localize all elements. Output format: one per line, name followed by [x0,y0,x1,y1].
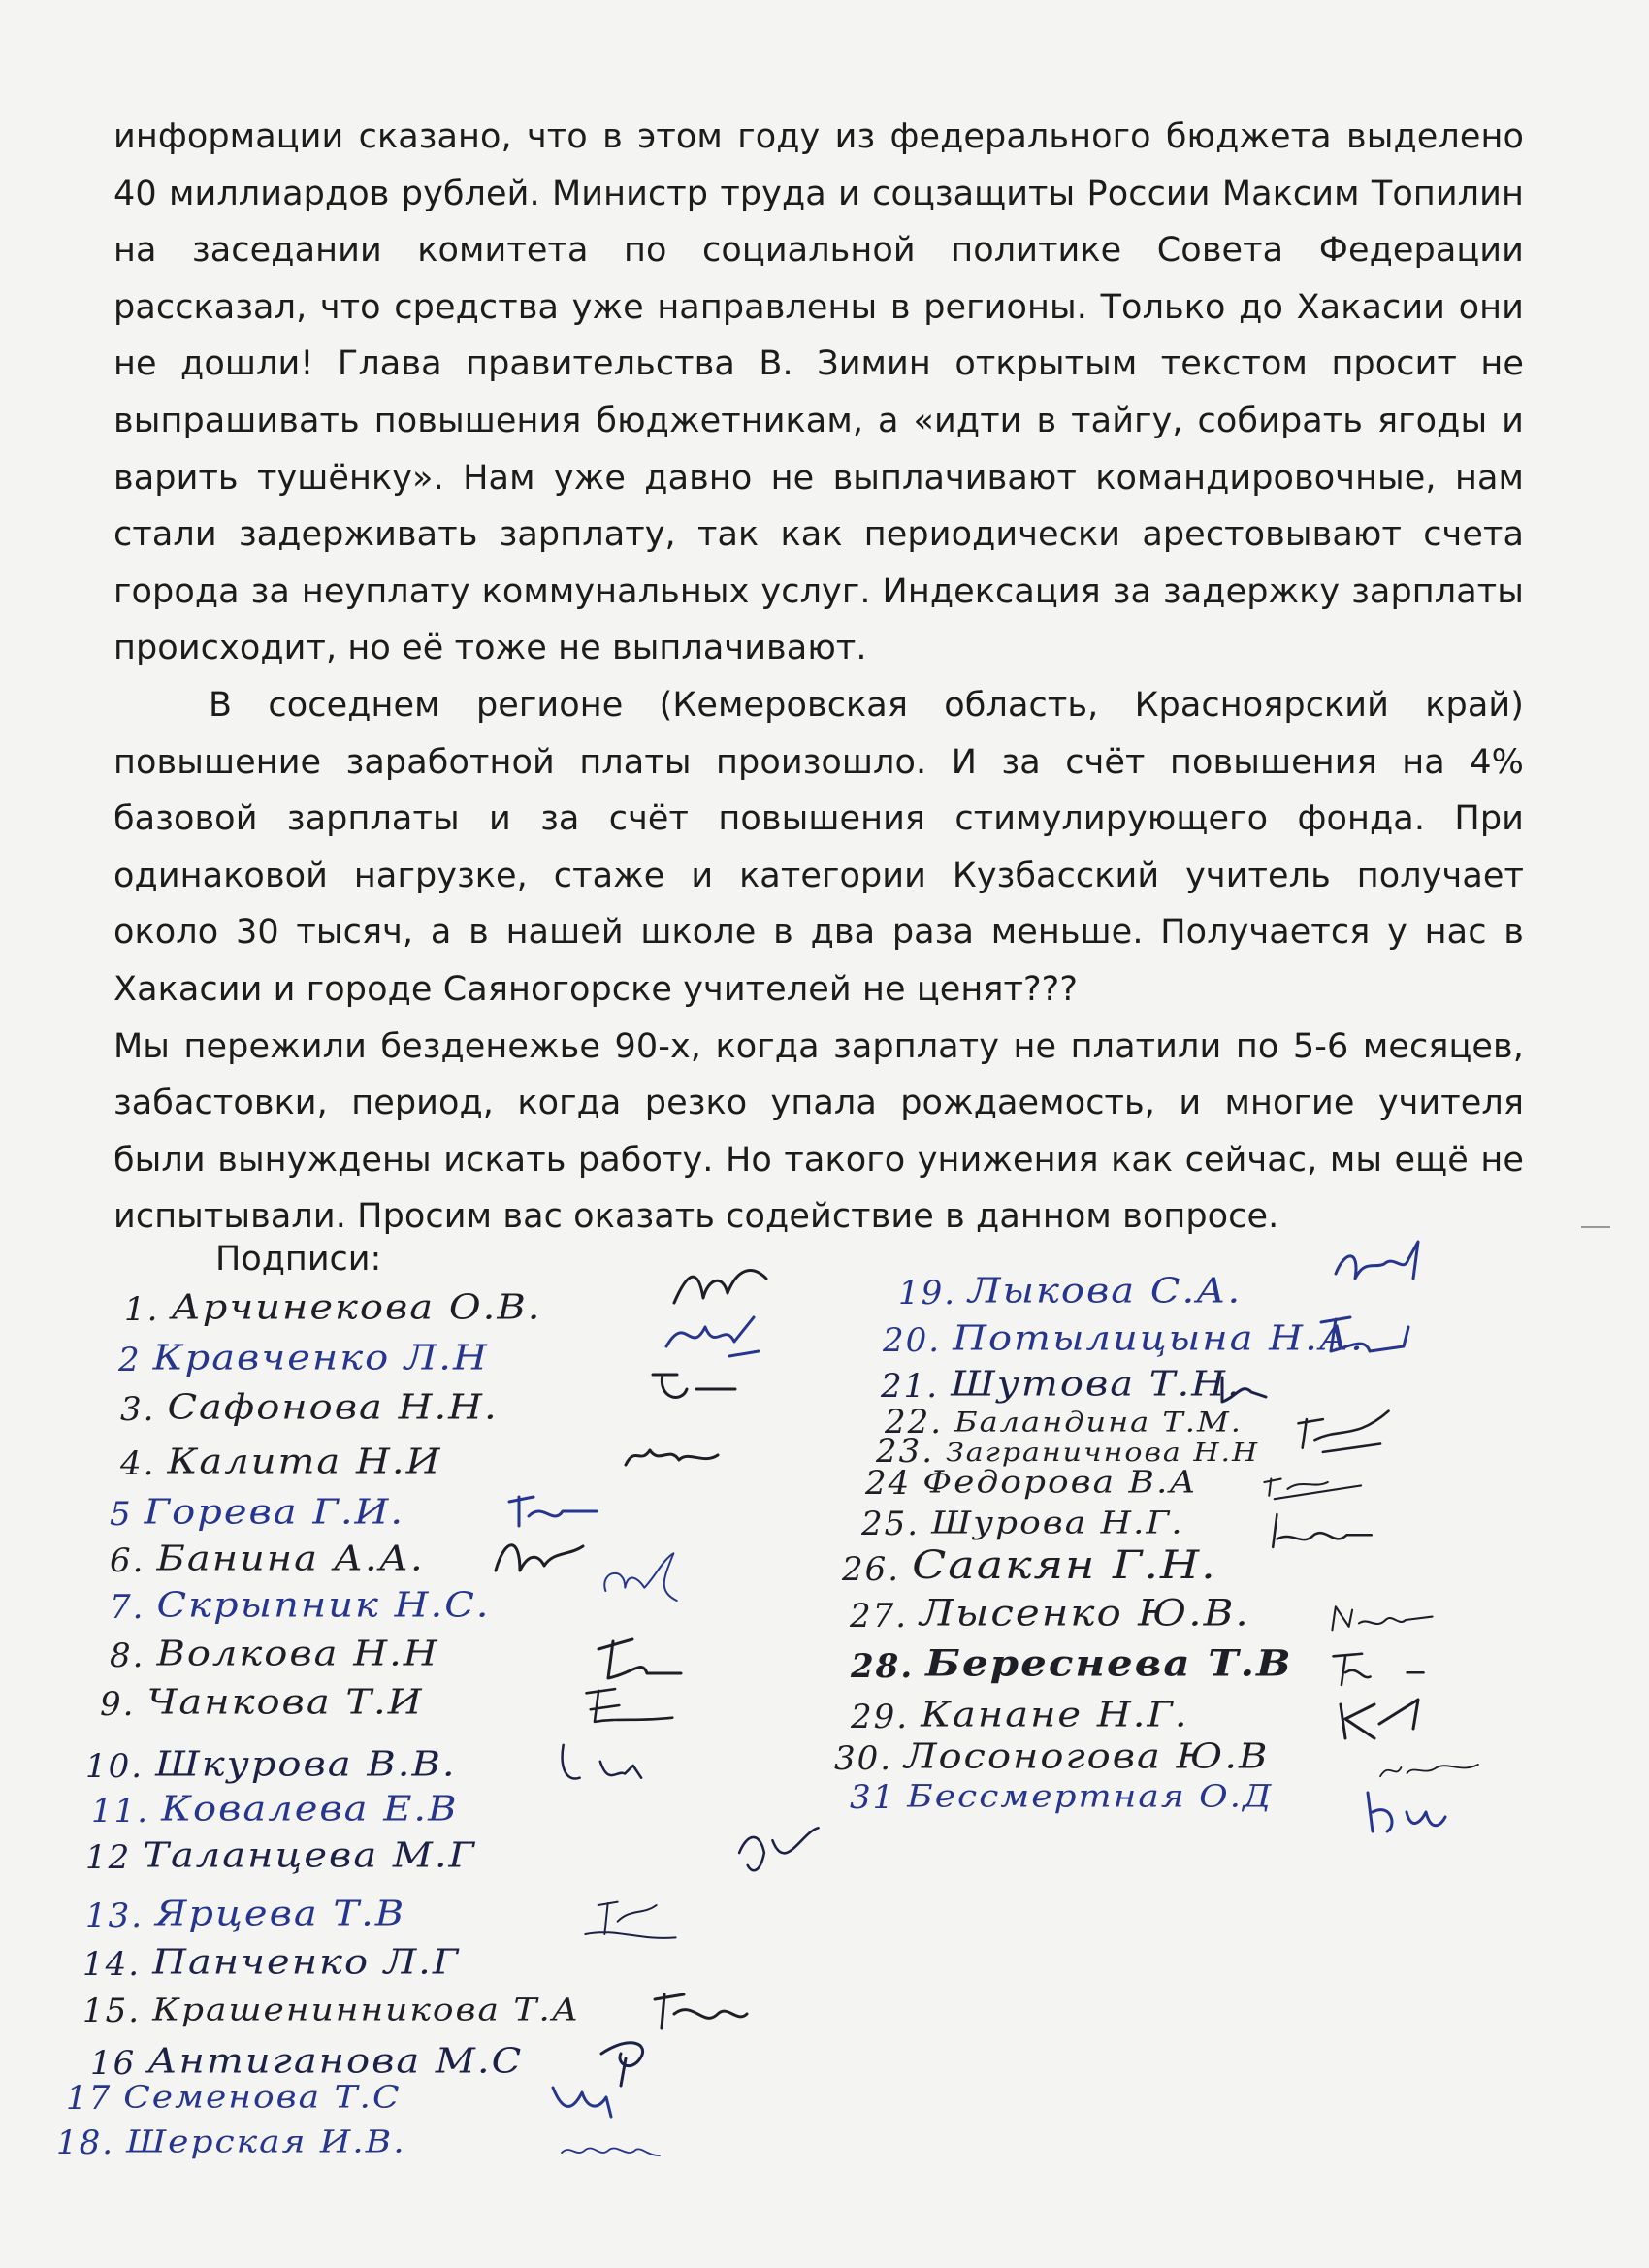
signature-row [82,1940,460,1985]
signature-name: Банина А.А. [156,1539,425,1579]
signature-name: Скрыпник Н.С. [156,1585,491,1626]
signature-row [85,1833,476,1878]
autograph-scribble [621,1426,728,1484]
signature-number: 22. [885,1403,944,1442]
autograph-scribble [1358,1783,1465,1841]
signature-row [898,1269,1242,1313]
signature-number: 5 [110,1495,133,1534]
signature-name: Сафонова Н.Н. [167,1387,499,1428]
paragraph-1: информации сказано, что в этом году из федерального бюджета выделено 40 миллиардов рублей. Министр труда и соцзащиты России Максим Топилин на заседании комитета по социальной политике Совета Федерации рассказал, что средства уже направлены в регионы. Только до Хакасии они не дошли! Глава правительства В. Зимин открытым текстом просит не выпрашивать повышения бюджетникам, а «идти в тайгу, собирать ягоды и варить тушёнку». Нам уже давно не выплачивают командировочные, нам стали задерживать зарплату, так как периодически арестовывают счета города за неуплату коммунальных услуг. Индексация за задержку зарплаты происходит, но её тоже не выплачивают. [113,117,1524,668]
signature-row [110,1632,439,1676]
signature-row [110,1537,425,1581]
signature-name: Семенова Т.С [123,2080,402,2116]
signature-name: Канане Н.Г. [921,1695,1189,1735]
signature-name: Бессмертная О.Д [907,1779,1274,1815]
autograph-scribble [551,1736,658,1795]
signature-number: 14. [82,1945,142,1984]
signature-name: Антиганова М.С [147,2041,524,2082]
autograph-scribble [543,2068,650,2126]
signature-name: Заграничнова Н.Н [946,1438,1260,1468]
signature-name: Калита Н.И [167,1442,442,1482]
signature-row [851,1639,1293,1687]
autograph-scribble [577,1895,684,1954]
signature-number: 30. [834,1739,893,1778]
signature-row [120,1385,499,1430]
signature-row [91,1787,459,1831]
signature-row [66,2078,402,2118]
signature-row [110,1490,404,1535]
signature-number: 17 [66,2079,113,2118]
signature-name: Береснева Т.В [925,1641,1293,1685]
signature-name: Лысенко Ю.В. [920,1591,1250,1635]
signature-number: 24 [865,1464,912,1503]
autograph-scribble [648,1360,755,1418]
signature-name: Панченко Л.Г [152,1942,461,1983]
signature-row [881,1362,1242,1407]
signature-number: 23. [876,1432,935,1471]
signature-name: Шурова Н.Г. [931,1506,1184,1541]
signature-name: Волкова Н.Н [156,1634,439,1674]
signature-number: 9. [100,1685,136,1724]
signature-number: 3. [120,1390,156,1429]
signature-name: Горева Г.И. [144,1492,405,1533]
signature-row [883,1316,1365,1361]
signature-name: Арчинекова О.В. [171,1287,542,1328]
signature-number: 25. [861,1505,921,1543]
autograph-scribble [662,1308,768,1366]
signature-name: Лосоногова Ю.В [904,1736,1270,1777]
signature-number: 18. [56,2123,115,2162]
autograph-scribble [1269,1502,1375,1560]
signature-number: 6. [110,1541,146,1580]
signature-number: 16 [90,2044,137,2083]
signature-number: 15. [82,1992,142,2030]
signature-row [851,1693,1189,1737]
signature-row [82,1991,580,2030]
signature-number: 29. [851,1698,910,1736]
signature-name: Саакян Г.Н. [912,1541,1217,1588]
signature-number: 13. [85,1896,145,1935]
autograph-scribble [588,1552,695,1610]
signature-row [85,1892,405,1936]
autograph-scribble [728,1824,834,1882]
signature-row [118,1336,489,1380]
signature-name: Шерская И.В. [126,2124,406,2160]
signature-name: Баландина Т.М. [954,1406,1243,1439]
signature-name: Ярцева Т.В [155,1894,406,1934]
signature-name: Ковалева Е.В [161,1789,459,1830]
signature-name: Шкурова В.В. [155,1744,457,1785]
signature-number: 7. [110,1588,146,1627]
signature-name: Кравченко Л.Н [152,1338,489,1378]
signature-number: 21. [881,1367,940,1406]
signature-name: Таланцева М.Г [143,1835,477,1876]
signature-row [842,1539,1217,1591]
signature-name: Лыкова С.А. [968,1271,1243,1312]
signature-name: Федорова В.А [922,1465,1198,1501]
autograph-scribble [1331,1240,1438,1298]
signatures-heading: Подписи: [215,1240,382,1279]
signature-number: 26. [842,1550,901,1589]
signature-number: 12 [85,1838,132,1877]
signature-row [834,1734,1269,1779]
signature-number: 11. [91,1792,150,1831]
autograph-scribble [1311,1308,1418,1366]
signature-name: Шутова Т.Н. [951,1364,1242,1405]
signature-row [56,2122,406,2162]
signature-number: 27. [850,1597,909,1636]
signature-number: 1. [124,1290,160,1329]
signature-number: 4. [120,1444,156,1483]
autograph-scribble [559,2121,665,2179]
letter-body [113,109,1524,1246]
autograph-scribble [578,1676,685,1734]
signature-number: 8. [110,1636,146,1675]
signature-number: 31 [850,1778,896,1817]
signature-row [850,1777,1273,1817]
autograph-scribble [1325,1639,1432,1698]
signature-number: 19. [898,1274,957,1312]
signature-number: 20. [883,1321,942,1360]
signature-row [861,1504,1184,1543]
signature-row [85,1742,457,1787]
signature-row [124,1285,541,1330]
paragraph-2: В соседнем регионе (Кемеровская область, Красноярский край) повышение заработной платы произошло. И за счёт повышения на 4% базовой зарплаты и за счёт повышения стимулирующего фонда. При одинаковой нагрузке, стаже и категории Кузбасский учитель получает около 30 тысяч, а в нашей школе в два раза меньше. Получается у нас в Хакасии и городе Саяногорске учителей не ценят??? [113,685,1524,1009]
signature-name: Потылицына Н.А. [953,1318,1365,1359]
signature-number: 28. [851,1647,915,1686]
signature-row [120,1440,441,1484]
paragraph-3: Мы пережили безденежье 90-х, когда зарплату не платили по 5-6 месяцев, забастовки, период, когда резко упала рождаемость, и многие учителя были вынуждены искать работу. Но такого унижения как сейчас, мы ещё не испытывали. Просим вас оказать содействие в данном вопросе. [113,1026,1524,1237]
signature-number: 10. [85,1747,145,1786]
autograph-scribble [491,1527,598,1585]
signature-name: Крашенинникова Т.А [152,1993,581,2028]
scan-mark [1581,1224,1610,1230]
signature-row [110,1583,491,1628]
signature-name: Чанкова Т.И [146,1682,424,1723]
signature-number: 2 [118,1341,142,1379]
signature-row [100,1680,424,1725]
signature-row [865,1463,1198,1503]
signature-row [850,1589,1250,1636]
